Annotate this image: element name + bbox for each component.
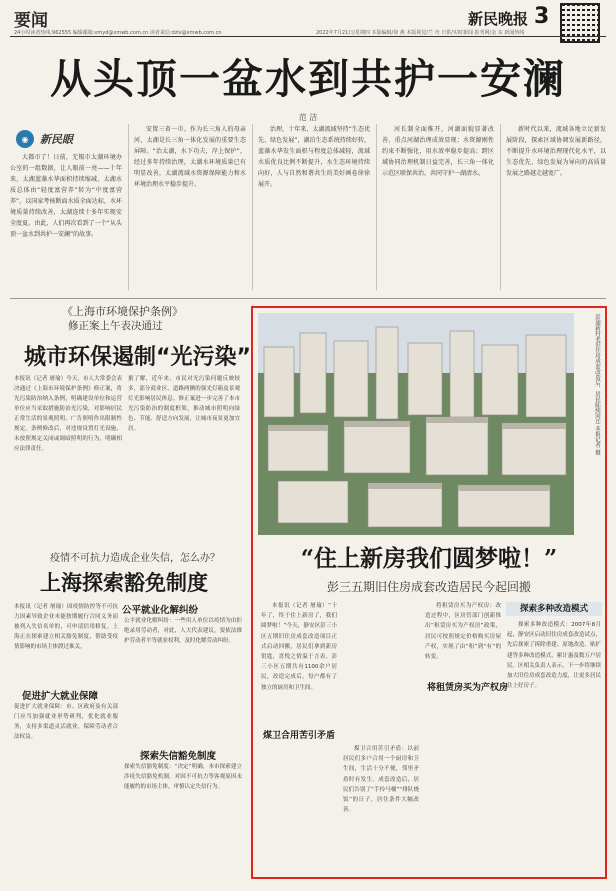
left-story-2-subhead: 促进扩大就业保障 — [22, 691, 99, 702]
feature-paragraph: 探索多种改造模式：2007年8月起，静安区启动旧住房成套改造试点，先后探索了拆除重建、原地改造、贴扩建等多种改造模式，累计惠及数万户居民。区相关负责人表示，下一步将继续加大旧住房成套改造力度，让更多居民住上好房子。 — [507, 622, 601, 690]
top-story-paragraph: 安置三省一市。作为长三角人的母亲河，太湖是长三角一体化发展的重要生态屏障。“治太湖，水下功夫，岸上保护”，经过多年持续治理，太湖水环境质量已有明显改善，太湖流域水资源保障能力和水环境治理水平稳步提升。 — [134, 126, 246, 188]
left-story-1-subtitle: 修正案上午表决通过 — [68, 320, 163, 332]
residential-buildings-image — [258, 313, 574, 535]
left-story-2-kicker: 疫情不可抗力造成企业失信，怎么办？ — [50, 553, 220, 564]
column-divider — [500, 124, 501, 290]
brand-label: 新民眼 — [40, 132, 73, 146]
left-story-2-headline: 上海探索豁免制度 — [40, 571, 208, 595]
column-divider — [252, 124, 253, 290]
paper-name: 新民晚报 — [468, 10, 529, 28]
masthead-rule — [10, 36, 606, 37]
left-story-2-subhead: 公平就业化解纠纷 — [122, 605, 199, 616]
feature-subtitle: 彭三五期旧住房成套改造居民今起回搬 — [326, 580, 531, 594]
top-headline: 从头顶一盆水到共护一安澜 — [50, 55, 566, 103]
left-story-1-column: 据了解，近年来，市民对光污染问题反映较多，部分商业区、道路两侧的强光灯箱及景观灯光影响居民休息。修正案进一步完善了本市光污染防治的制度框架，推动城市照明向绿色、节能、舒适方向发展，让城市夜景更加宜居。 — [128, 376, 240, 432]
top-story-paragraph: 大都市了！日前，无锡市太湖环境办公室的一组数据，让人眼前一亮——十年来，太湖蓝藻水华面积持续缩减，太湖水质总体由“轻度富营养”转为“中度富营养”，以国家考核断面水质全面达标，水环境质量持续改善，太湖连续十多年实现安全度夏。由此，人们再次看到了一个“从头顶一盆水到共护一安澜”的故事。 — [10, 154, 122, 238]
feature-paragraph: 将租赁房买为产权房：改造过程中，区房管部门创新推出“租赁房买为产权房”政策，居民可按照规定价格购买房屋产权，实现了由“租”到“有”的转变。 — [425, 603, 501, 661]
feature-photo — [258, 313, 574, 535]
masthead — [0, 0, 616, 40]
left-story-2-column: 本报讯（记者 屠瑜）因疫情防控等不可抗力因素导致企业未能按期履行合同义务而被列入失信名单的，可申请信用修复。上海正在探索建立相关豁免制度，帮助受疫情影响的市场主体渡过难关。 — [14, 604, 118, 650]
feature-column — [343, 744, 419, 874]
photo-caption: 彭浦新村老旧住房成套改造后，居民陆续回迁 本报记者 摄 — [594, 314, 600, 455]
brand-badge — [16, 130, 122, 148]
left-story-2-column: 促进扩大就业保障：市、区政府及有关部门应当加强就业形势研判，优化就业服务，支持多渠道灵活就业，保障劳动者合法权益。 — [14, 704, 118, 740]
featured-article[interactable] — [251, 306, 607, 879]
feature-subhead: 煤卫合用苦引矛盾 — [263, 731, 336, 741]
left-story-1-kicker: 《上海市环境保护条例》 — [62, 305, 183, 318]
top-story-paragraph: 治理，十年来，太湖流域坚持“生态优先、绿色发展”，湖泊生态系统持续好转，蓝藻水华发生面积与程度总体减轻，流域水质优良比例不断提升，水生态环境持续向好，人与自然和谐共生的美好画卷徐徐展开。 — [258, 126, 370, 188]
top-story-column — [10, 124, 122, 290]
left-story-2-column: 探索失信豁免制度：“决定”明确，本市探索建立涉疫失信豁免机制，对因不可抗力等客观原因未能履约的市场主体，审慎认定失信行为。 — [124, 764, 242, 790]
feature-paragraph: 煤卫合用苦引矛盾：以前居民们多户合用一个厨房和卫生间，生活十分不便，邻里矛盾时有发生。成套改造后，居民们告别了“手拎马桶”“排队烧饭”的日子，居住条件大幅改善。 — [343, 746, 419, 814]
top-story-body — [10, 124, 606, 290]
top-story-paragraph: 新时代以来，流域各地立足新发展阶段，探索区域协调发展新路径，不断提升水环境治理现代化水平，以生态优先、绿色发展为导向的高质量发展之路越走越宽广。 — [506, 126, 606, 177]
column-divider — [376, 124, 377, 290]
feature-headline: “住上新房我们圆梦啦！” — [300, 545, 558, 572]
top-story-column — [134, 124, 246, 290]
masthead-meta-right: 2022年7月21日/星期四 本版编辑/徐 燕 本版视觉/竺 舟 日供/实时新闻 报刊网/金 东 新闻热线 — [316, 30, 525, 36]
top-byline: 范 洁 — [298, 113, 318, 122]
left-story-2-column: 公平就业化解纠纷：一些用人单位以疫情为由拒绝录用劳动者，对此，人大代表建议，要依法维护劳动者平等就业权利，及时化解劳动纠纷。 — [124, 618, 242, 644]
feature-column — [425, 601, 501, 873]
feature-paragraph: 本报讯（记者 屠瑜）“十年了，终于住上新房了，我们圆梦啦！”今天，静安区彭三小区五期旧住房成套改造项目正式启动回搬，居民们拿到新房钥匙，喜悦之情溢于言表。彭三小区五期共有1100余户居民，改造完成后，每户都有了独立的厨房和卫生间。 — [261, 603, 337, 691]
top-story-column — [382, 124, 494, 290]
column-divider — [128, 124, 129, 290]
feature-column — [507, 620, 601, 874]
feature-subhead: 将租赁房买为产权房 — [427, 683, 509, 693]
left-story-1-column: 本报讯（记者 屠瑜）今天，市人大常委会表决通过《上海市环境保护条例》修正案，将光污染防治纳入条例，明确建设单位和运营单位应当采取措施防治光污染，对影响居民正常生活的景观照明、广告照明作出限制性规定。条例修改后，对违规设置灯光设施、未按照规定关闭或调暗照明的行为，明确相应法律责任。 — [14, 376, 122, 452]
top-story-column — [258, 124, 370, 290]
section-divider — [10, 298, 606, 299]
top-story-paragraph: 河长制全面推开，河湖面貌显著改善，重点河湖治理成效显现；水资源刚性约束不断强化，用水效率稳步提高；跨区域协同治理机制日益完善，长三角一体化示范区联保共治，共同守护一湖清水。 — [382, 126, 494, 177]
page-number: 3 — [534, 4, 550, 29]
eye-icon: ◉ — [16, 130, 34, 148]
left-story-2-subhead: 探索失信豁免制度 — [140, 751, 217, 762]
left-story-1-headline: 城市环保遏制“光污染” — [24, 345, 251, 370]
qr-code-icon — [560, 3, 600, 43]
top-story-column — [506, 124, 606, 290]
masthead-meta-left: 24小时读者热线:962555 编辑邮箱:xmyd@xmwb.com.cn 读者来信:dzlx@xmwb.com.cn — [14, 30, 222, 36]
section-name: 要闻 — [14, 11, 48, 31]
side-box-title: 探索多种改造模式 — [506, 602, 602, 616]
